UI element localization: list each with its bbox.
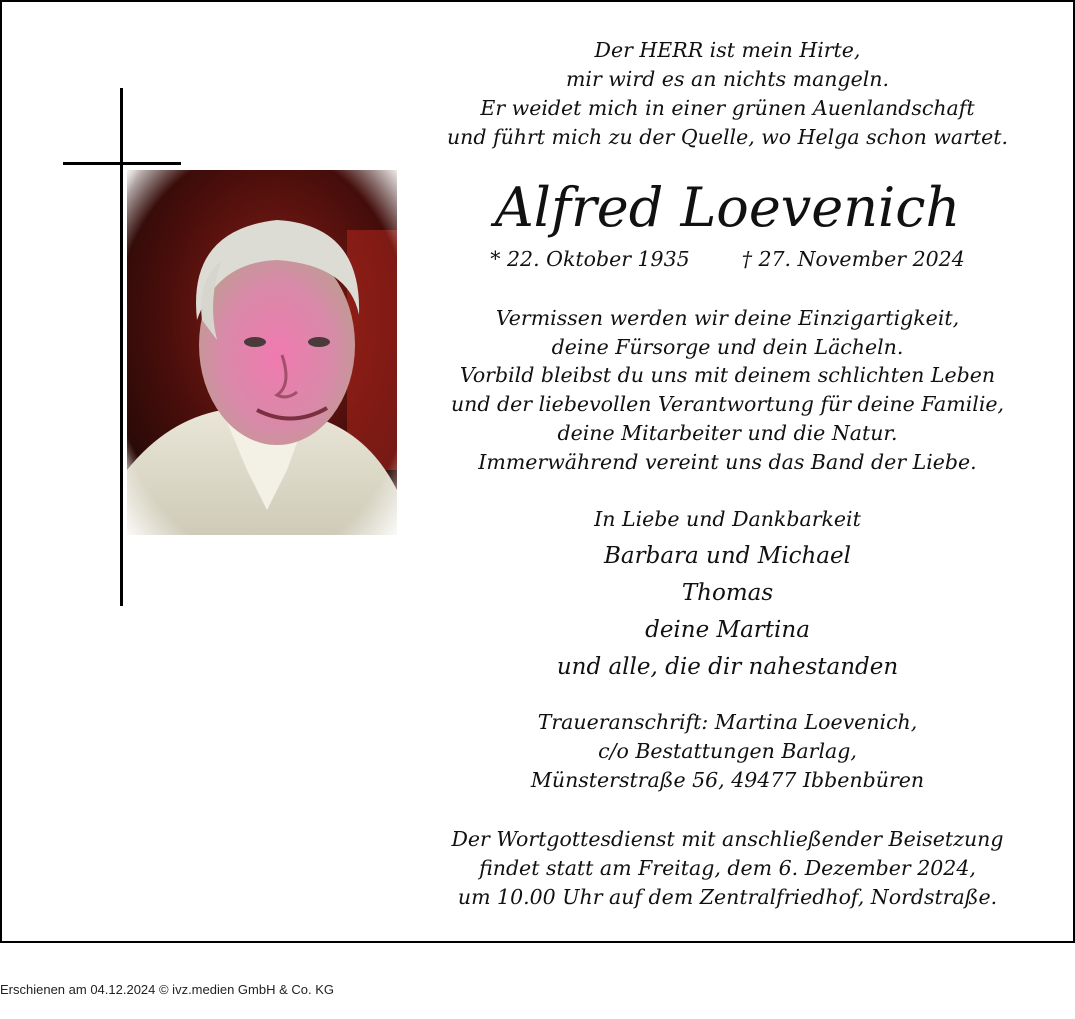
mourners-list <box>420 538 1035 686</box>
tribute-line: und der liebevollen Verantwortung für deine Familie, <box>450 392 1005 417</box>
portrait-photo <box>127 170 397 535</box>
address-line: Münsterstraße 56, 49477 Ibbenbüren <box>530 768 925 792</box>
thanks-intro: In Liebe und Dankbarkeit <box>594 507 861 531</box>
cross-icon-vertical-bar <box>120 88 123 606</box>
psalm-line: Er weidet mich in einer grünen Auenlandschaft <box>480 96 975 120</box>
tribute-line: deine Fürsorge und dein Lächeln. <box>551 334 904 359</box>
mourner-name: und alle, die dir nahestanden <box>556 654 899 680</box>
publication-footer: Erschienen am 04.12.2024 © ivz.medien GmbH & Co. KG <box>0 982 335 997</box>
deceased-name: Alfred Loevenich <box>494 176 961 239</box>
psalm-line: mir wird es an nichts mangeln. <box>565 67 890 91</box>
service-line: findet statt am Freitag, dem 6. Dezember 2024, <box>479 856 976 880</box>
death-date: † 27. November 2024 <box>741 247 965 271</box>
life-dates <box>420 245 1035 274</box>
tribute-text <box>420 304 1035 476</box>
mourner-name: Thomas <box>681 580 774 606</box>
service-line: um 10.00 Uhr auf dem Zentralfriedhof, Nordstraße. <box>457 885 998 909</box>
address-line: c/o Bestattungen Barlag, <box>598 739 857 763</box>
address-line: Traueranschrift: Martina Loevenich, <box>537 710 918 734</box>
mourner-name: deine Martina <box>645 617 810 643</box>
mourner-name: Barbara und Michael <box>603 543 851 569</box>
service-line: Der Wortgottesdienst mit anschließender Beisetzung <box>451 827 1004 851</box>
mourning-address <box>420 708 1035 795</box>
psalm-line: und führt mich zu der Quelle, wo Helga schon wartet. <box>446 125 1009 149</box>
tribute-line: deine Mitarbeiter und die Natur. <box>557 420 898 445</box>
psalm-quote <box>420 36 1035 152</box>
tribute-line: Vermissen werden wir deine Einzigartigkeit, <box>495 306 960 330</box>
cross-icon-horizontal-bar <box>63 162 181 165</box>
tribute-line: Immerwährend vereint uns das Band der Liebe. <box>478 449 977 474</box>
psalm-line: Der HERR ist mein Hirte, <box>594 38 861 62</box>
birth-date: * 22. Oktober 1935 <box>490 247 690 271</box>
tribute-line: Vorbild bleibst du uns mit deinem schlichten Leben <box>459 363 996 388</box>
funeral-service-info <box>420 825 1035 912</box>
